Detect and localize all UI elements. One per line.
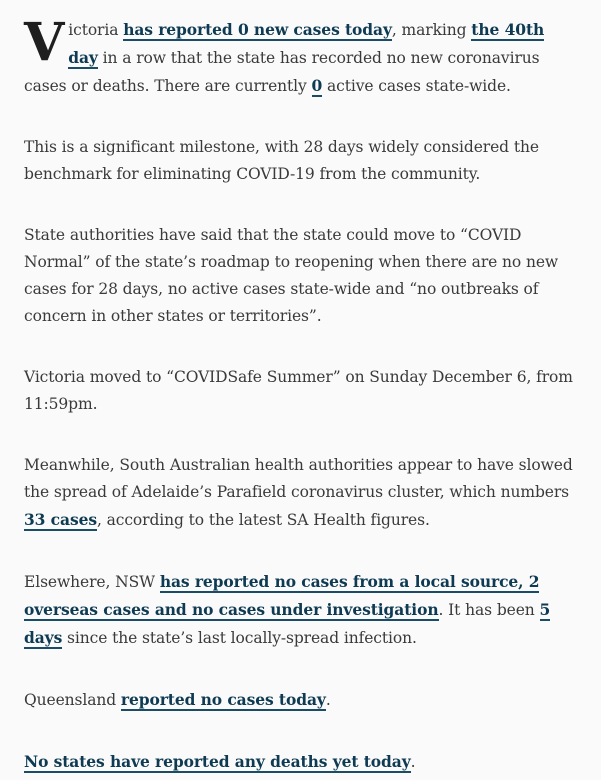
paragraph-queensland (24, 686, 577, 714)
text-fragment: . (410, 753, 416, 771)
text-fragment: , according to the latest SA Health figures. (96, 511, 430, 529)
text-fragment: , marking (391, 21, 472, 39)
link-5-days[interactable]: 5 days (24, 600, 551, 647)
paragraph-victoria (24, 12, 577, 100)
text-fragment: ictoria (68, 21, 124, 39)
text-fragment: in a row that the state has recorded no new coronavirus cases or deaths. There are currently (24, 49, 540, 95)
paragraph-milestone: This is a significant milestone, with 28 days widely considered the benchmark for eliminating COVID-19 from the community. (24, 138, 539, 183)
text-fragment: . It has been (438, 601, 540, 619)
article-body (24, 12, 577, 776)
link-queensland-cases[interactable]: reported no cases today (120, 690, 326, 709)
link-no-deaths[interactable]: No states have reported any deaths yet today (24, 752, 411, 771)
link-victoria-new-cases[interactable]: has reported 0 new cases today (123, 20, 392, 39)
text-fragment: active cases state-wide. (322, 77, 511, 95)
text-fragment: Queensland (24, 691, 121, 709)
text-fragment: Elsewhere, NSW (24, 573, 160, 591)
link-40th-day[interactable]: the 40th day (68, 20, 545, 67)
paragraph-covid-normal: State authorities have said that the state could move to “COVID Normal” of the state’s roadmap to reopening when there are no new cases for 28 days, no active cases state-wide and “no outbreaks of concern in other states or territories”. (24, 226, 559, 325)
text-fragment: . (325, 691, 331, 709)
text-fragment: Meanwhile, South Australian health authorities appear to have slowed the spread of Adelaide’s Parafield coronavirus cluster, which numbers (24, 456, 573, 501)
drop-cap: V (24, 12, 65, 73)
paragraph-deaths (24, 748, 577, 776)
paragraph-covidsafe-summer: Victoria moved to “COVIDSafe Summer” on Sunday December 6, from 11:59pm. (24, 368, 573, 413)
link-nsw-cases[interactable]: has reported no cases from a local source, 2 overseas cases and no cases under investigation (24, 572, 540, 619)
paragraph-nsw (24, 568, 577, 652)
link-33-cases[interactable]: 33 cases (24, 510, 97, 529)
paragraph-south-australia (24, 452, 577, 534)
text-fragment: since the state’s last locally-spread infection. (62, 629, 417, 647)
link-active-cases[interactable]: 0 (311, 76, 323, 95)
